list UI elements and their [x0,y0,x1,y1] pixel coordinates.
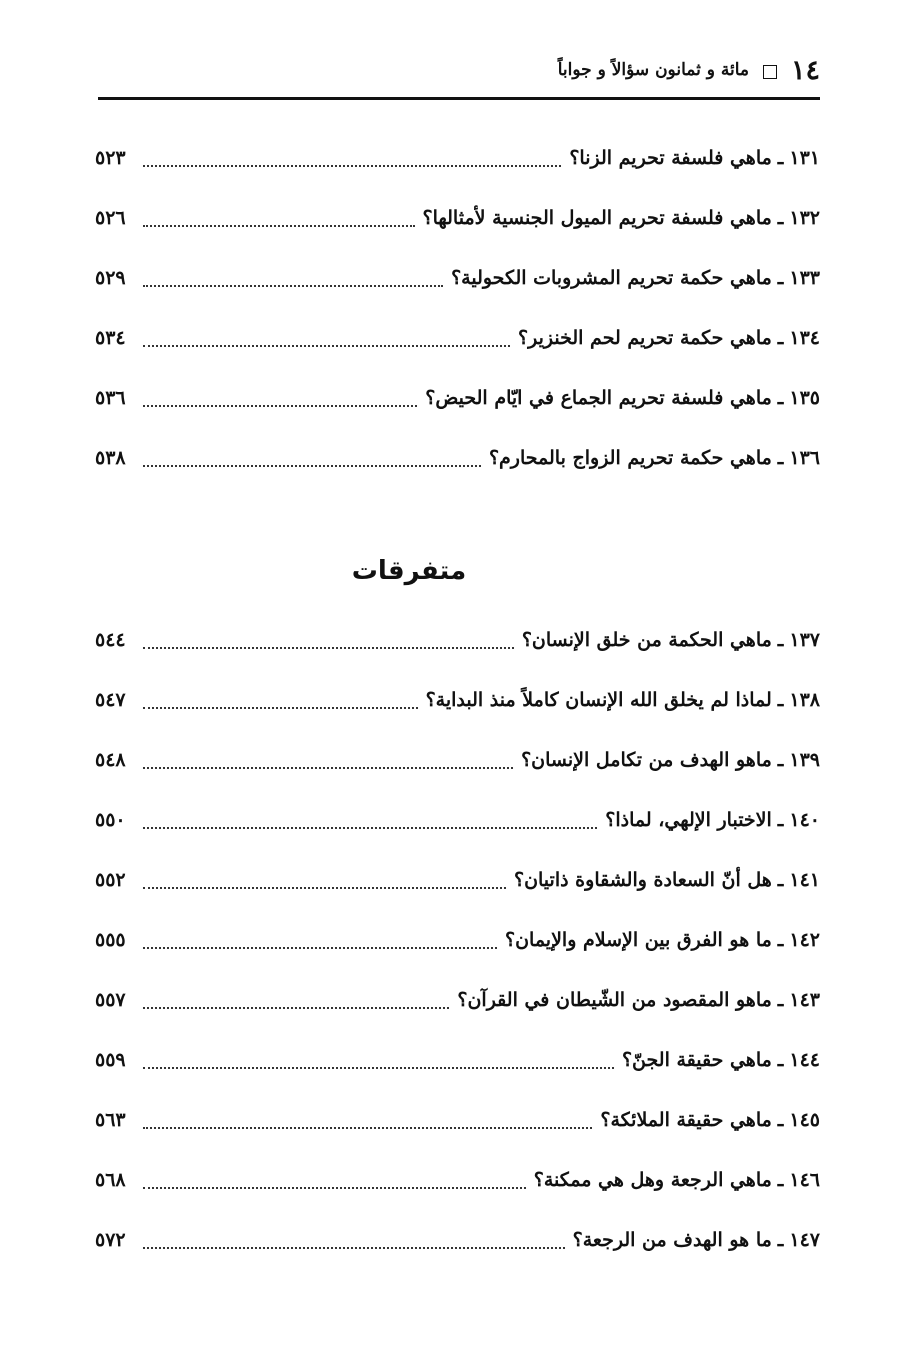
entry-number: ١٤٥ [789,1109,820,1131]
entry-page-number: ٥٥٧ [95,989,126,1011]
entry-number: ١٣٤ [789,327,820,349]
toc-entry[interactable] [95,1090,820,1150]
entry-title: ماهي حكمة تحريم الزواج بالمحارم؟ [488,447,772,469]
entry-page-number: ٥٥٢ [95,869,126,891]
entry-dash: ـ [777,267,784,289]
entry-title: ماهي فلسفة تحريم الجماع في ايّام الحيض؟ [425,387,772,409]
entry-title: ماهي الرجعة وهل هي ممكنة؟ [533,1169,772,1191]
entry-page-number: ٥٥٠ [95,809,126,831]
entry-title: ماهي حكمة تحريم المشروبات الكحولية؟ [451,267,772,289]
toc-entry[interactable] [95,248,820,308]
entry-page-number: ٥٥٥ [95,929,126,951]
running-title: مائة و ثمانون سؤالاً و جواباً [557,60,749,80]
entry-number: ١٤٧ [789,1229,820,1251]
entry-dash: ـ [777,869,784,891]
entry-page-number: ٥٢٩ [95,267,126,289]
entry-number: ١٤٢ [789,929,820,951]
toc-entry[interactable] [95,970,820,1030]
dot-leader [143,707,418,709]
entry-title: ماهي حقيقة الجنّ؟ [621,1049,772,1071]
entry-page-number: ٥٤٧ [95,689,126,711]
entry-number: ١٣٧ [789,629,820,651]
toc-entry[interactable] [95,610,820,670]
toc-entry[interactable] [95,910,820,970]
toc-entry[interactable] [95,670,820,730]
entry-page-number: ٥٧٢ [95,1229,126,1251]
entry-dash: ـ [777,1229,784,1251]
entry-title: ماهو الهدف من تكامل الإنسان؟ [521,749,772,771]
entry-number: ١٤١ [789,869,820,891]
toc-list-prohibitions [95,128,820,488]
dot-leader [143,947,497,949]
dot-leader [143,647,514,649]
entry-dash: ـ [777,809,784,831]
dot-leader [143,405,417,407]
entry-title: لماذا لم يخلق الله الإنسان كاملاً منذ البداية؟ [425,689,772,711]
header-square-ornament [763,65,777,79]
entry-number: ١٣٥ [789,387,820,409]
entry-number: ١٣١ [789,147,820,169]
entry-page-number: ٥٢٦ [95,207,126,229]
dot-leader [143,1187,526,1189]
toc-list-miscellaneous [95,610,820,1270]
toc-entry[interactable] [95,850,820,910]
entry-dash: ـ [777,147,784,169]
toc-entry[interactable] [95,128,820,188]
entry-page-number: ٥٤٨ [95,749,126,771]
entry-number: ١٣٢ [789,207,820,229]
entry-number: ١٣٩ [789,749,820,771]
dot-leader [143,1067,614,1069]
entry-dash: ـ [777,1169,784,1191]
entry-number: ١٣٨ [789,689,820,711]
dot-leader [143,1127,592,1129]
dot-leader [143,165,561,167]
entry-page-number: ٥٦٣ [95,1109,126,1131]
dot-leader [143,465,481,467]
entry-title: ماهي فلسفة تحريم الزنا؟ [569,147,772,169]
page-header [98,50,820,90]
entry-title: ماهو المقصود من الشّيطان في القرآن؟ [457,989,772,1011]
page-number: ١٤ [790,54,820,86]
toc-entry[interactable] [95,1150,820,1210]
entry-dash: ـ [777,1049,784,1071]
entry-page-number: ٥٤٤ [95,629,126,651]
toc-entry[interactable] [95,790,820,850]
entry-title: ماهي حكمة تحريم لحم الخنزير؟ [518,327,772,349]
entry-dash: ـ [777,929,784,951]
entry-dash: ـ [777,629,784,651]
entry-dash: ـ [777,749,784,771]
entry-title: ماهي حقيقة الملائكة؟ [600,1109,772,1131]
entry-page-number: ٥٣٤ [95,327,126,349]
section-heading: متفرقات [351,556,467,586]
toc-entry[interactable] [95,188,820,248]
entry-dash: ـ [777,989,784,1011]
entry-number: ١٤٣ [789,989,820,1011]
entry-number: ١٣٦ [789,447,820,469]
entry-title: هل أنّ السعادة والشقاوة ذاتيان؟ [513,869,772,891]
header-rule [98,97,820,100]
entry-dash: ـ [777,327,784,349]
entry-number: ١٣٣ [789,267,820,289]
dot-leader [143,345,510,347]
dot-leader [143,1247,565,1249]
dot-leader [143,767,513,769]
entry-page-number: ٥٢٣ [95,147,126,169]
dot-leader [143,285,443,287]
dot-leader [143,887,506,889]
dot-leader [143,225,415,227]
dot-leader [143,1007,449,1009]
entry-page-number: ٥٥٩ [95,1049,126,1071]
entry-page-number: ٥٣٨ [95,447,126,469]
entry-page-number: ٥٦٨ [95,1169,126,1191]
entry-title: الاختبار الإلهي، لماذا؟ [605,809,772,831]
dot-leader [143,827,597,829]
entry-number: ١٤٤ [789,1049,820,1071]
toc-entry[interactable] [95,308,820,368]
toc-entry[interactable] [95,428,820,488]
entry-title: ما هو الهدف من الرجعة؟ [572,1229,772,1251]
entry-dash: ـ [777,447,784,469]
entry-dash: ـ [777,1109,784,1131]
entry-page-number: ٥٣٦ [95,387,126,409]
entry-number: ١٤٦ [789,1169,820,1191]
entry-title: ماهي الحكمة من خلق الإنسان؟ [521,629,772,651]
entry-dash: ـ [777,387,784,409]
entry-number: ١٤٠ [789,809,820,831]
toc-entry[interactable] [95,1210,820,1270]
toc-entry[interactable] [95,1030,820,1090]
entry-title: ما هو الفرق بين الإسلام والإيمان؟ [505,929,772,951]
entry-title: ماهي فلسفة تحريم الميول الجنسية لأمثالها؟ [422,207,772,229]
toc-entry[interactable] [95,730,820,790]
toc-entry[interactable] [95,368,820,428]
entry-dash: ـ [777,689,784,711]
entry-dash: ـ [777,207,784,229]
